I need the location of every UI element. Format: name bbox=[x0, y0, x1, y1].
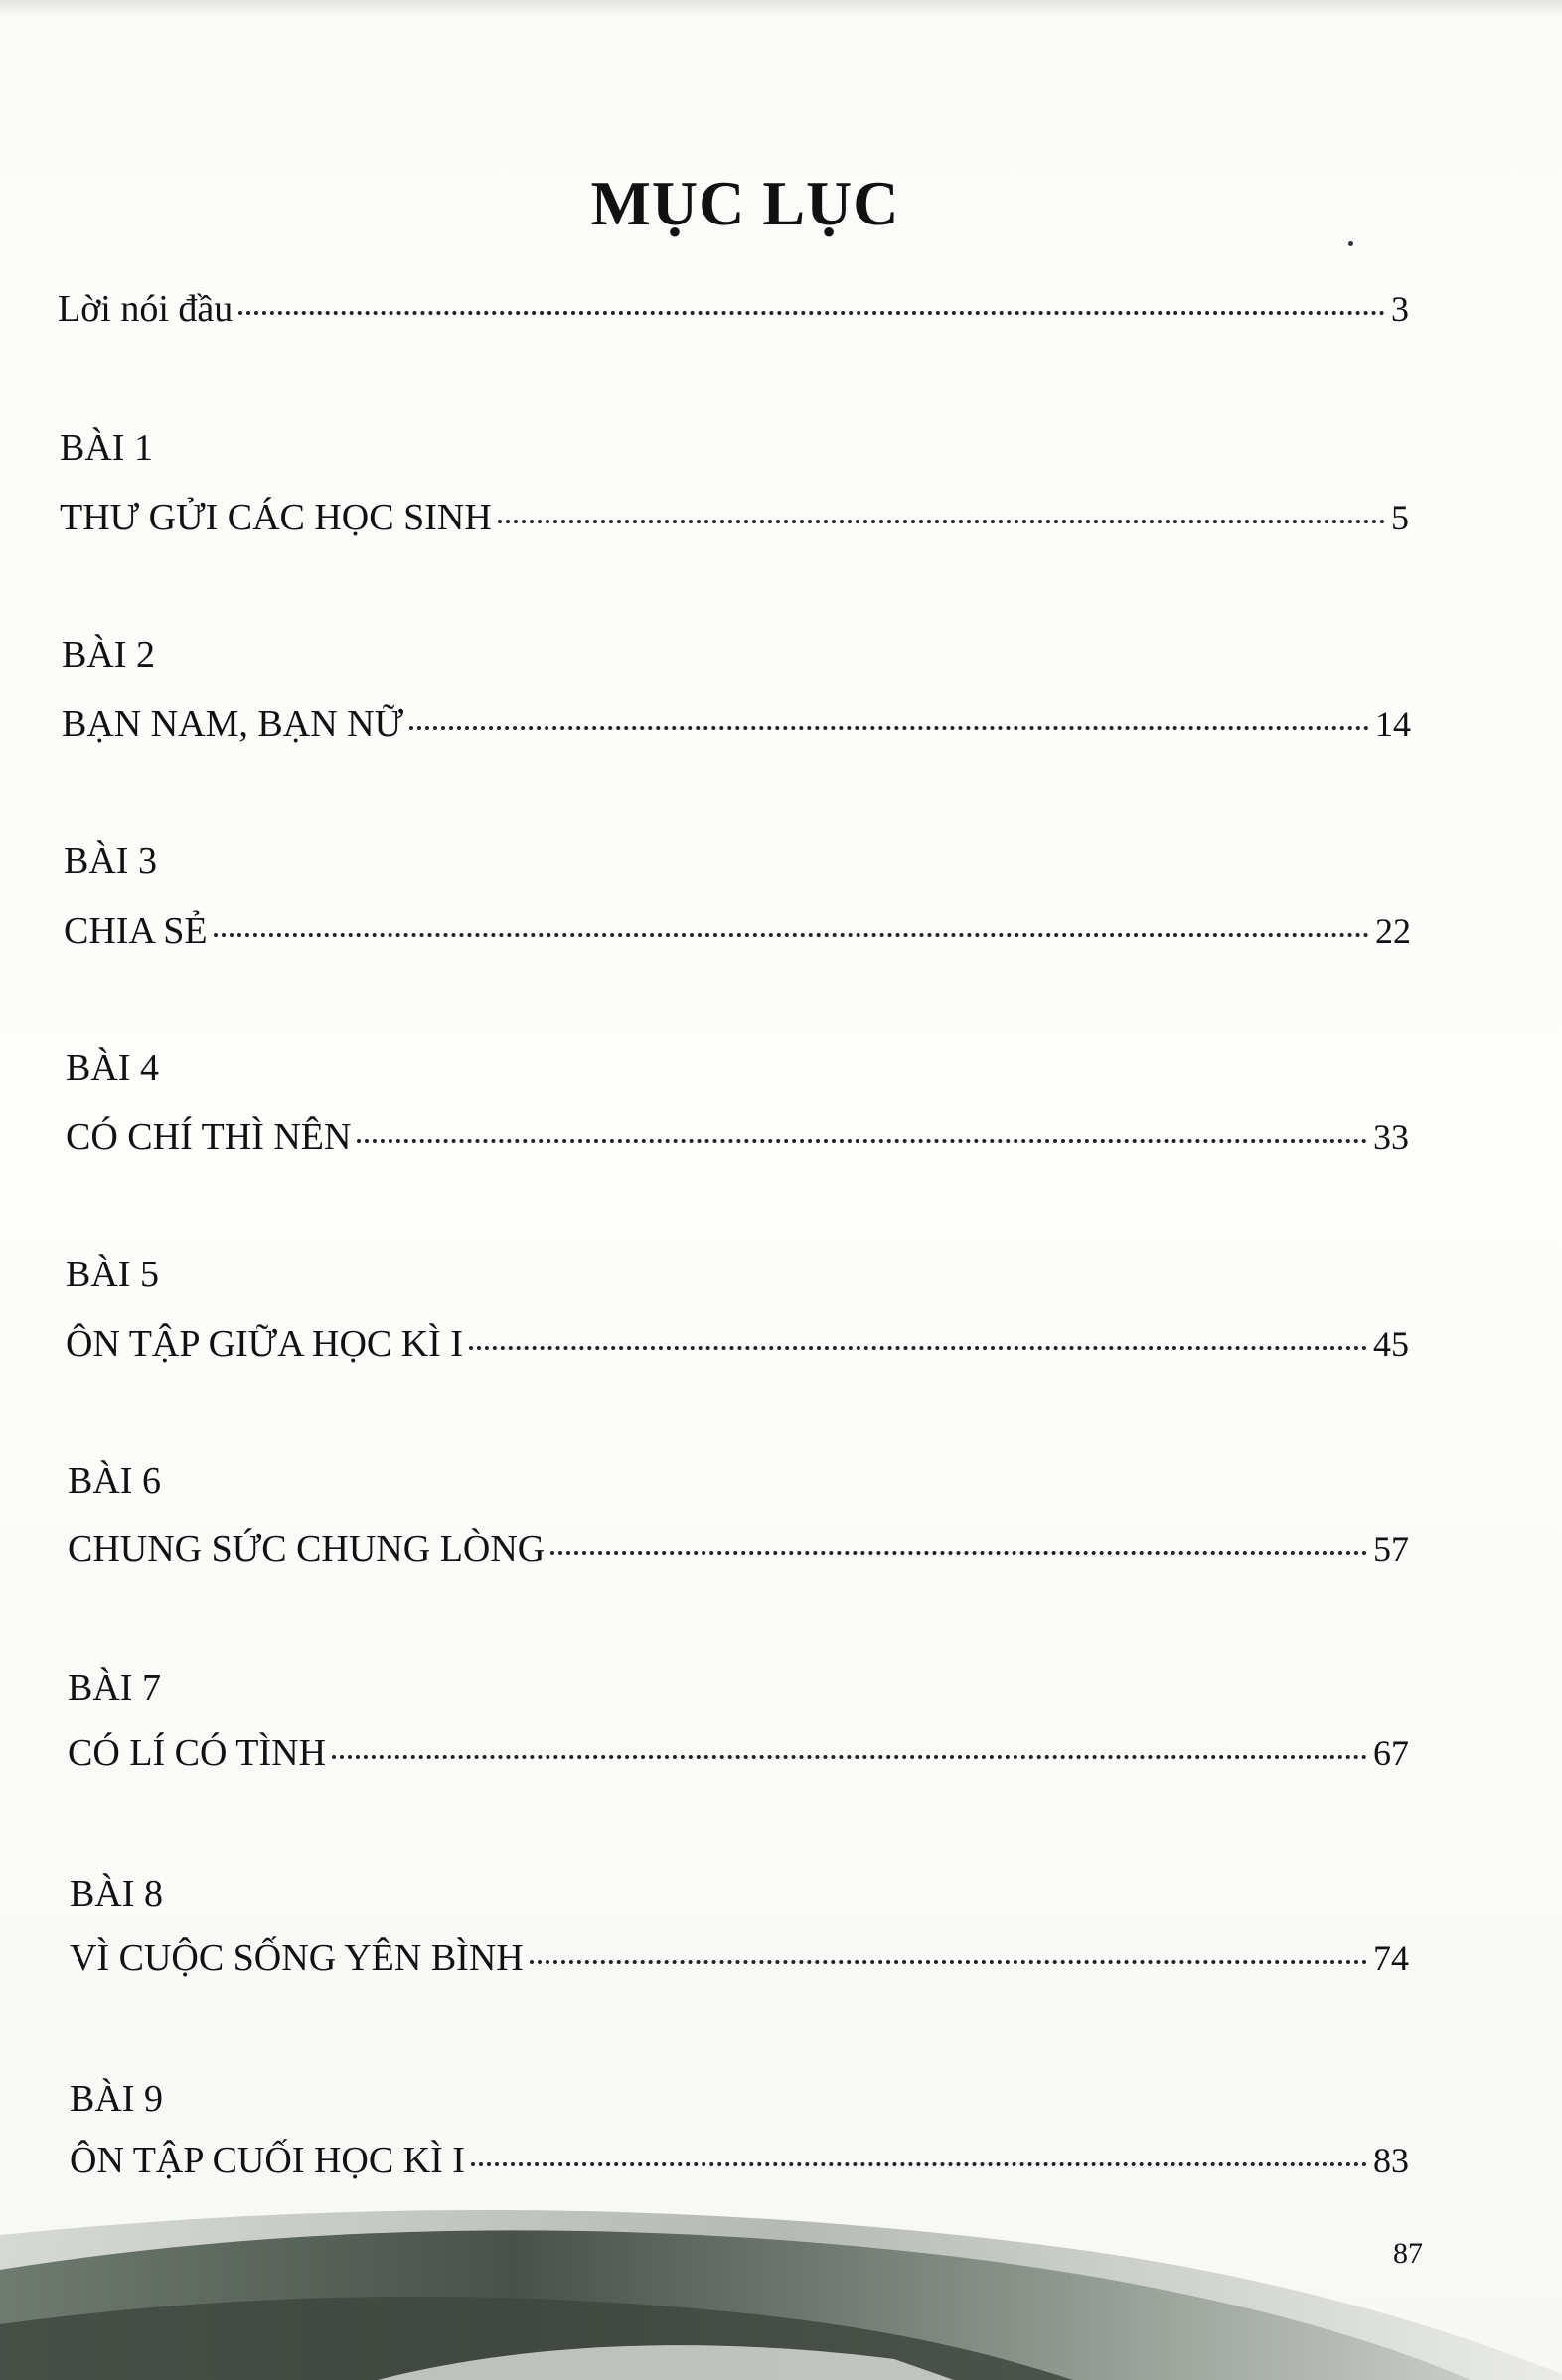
toc-entry-label: BẠN NAM, BẠN NỮ bbox=[62, 703, 404, 745]
lesson-number: BÀI 9 bbox=[70, 2078, 163, 2120]
toc-entry-page: 74 bbox=[1373, 1938, 1409, 1978]
toc-entry-lesson-5[interactable] bbox=[66, 1321, 1409, 1367]
page-top-shadow bbox=[0, 0, 1562, 18]
dot-leader bbox=[357, 1139, 1367, 1143]
toc-entry-page: 45 bbox=[1373, 1324, 1409, 1364]
toc-entry-label: THƯ GỬI CÁC HỌC SINH bbox=[60, 497, 492, 538]
toc-entry-label: CÓ LÍ CÓ TÌNH bbox=[68, 1732, 327, 1774]
toc-entry-lesson-8[interactable] bbox=[70, 1935, 1409, 1981]
page-title: MỤC LỤC bbox=[590, 168, 900, 238]
toc-entry-label: CHUNG SỨC CHUNG LÒNG bbox=[68, 1528, 546, 1569]
toc-entry-lesson-6[interactable] bbox=[68, 1526, 1409, 1571]
toc-entry-label: CHIA SẺ bbox=[64, 910, 208, 952]
ink-speck bbox=[1348, 241, 1353, 246]
bleed-through-text bbox=[328, 338, 1322, 381]
dot-leader bbox=[471, 2162, 1367, 2166]
lesson-number: BÀI 4 bbox=[66, 1047, 159, 1089]
dot-leader bbox=[498, 520, 1385, 523]
toc-entry-lesson-4[interactable] bbox=[66, 1115, 1409, 1160]
toc-entry-label: VÌ CUỘC SỐNG YÊN BÌNH bbox=[70, 1937, 524, 1979]
dot-leader bbox=[214, 933, 1369, 937]
lesson-number: BÀI 2 bbox=[62, 634, 155, 675]
toc-entry-intro[interactable] bbox=[58, 286, 1409, 332]
decorative-swoosh bbox=[0, 2175, 1562, 2380]
toc-entry-page: 3 bbox=[1391, 289, 1409, 329]
dot-leader bbox=[530, 1960, 1367, 1964]
toc-entry-lesson-7[interactable] bbox=[68, 1730, 1409, 1776]
toc-entry-lesson-2[interactable] bbox=[62, 701, 1411, 747]
toc-entry-page: 5 bbox=[1391, 498, 1409, 537]
toc-entry-lesson-3[interactable] bbox=[64, 908, 1411, 954]
toc-entry-page: 67 bbox=[1373, 1733, 1409, 1773]
toc-entry-page: 57 bbox=[1373, 1529, 1409, 1568]
toc-entry-label: Lời nói đầu bbox=[58, 288, 234, 330]
toc-entry-lesson-1[interactable] bbox=[60, 495, 1409, 540]
lesson-number: BÀI 1 bbox=[60, 427, 153, 469]
lesson-number: BÀI 7 bbox=[68, 1667, 161, 1709]
lesson-number: BÀI 6 bbox=[68, 1460, 161, 1502]
toc-entry-page: 33 bbox=[1373, 1117, 1409, 1157]
toc-entry-label: ÔN TẬP GIỮA HỌC KÌ I bbox=[66, 1323, 463, 1365]
page-number: 87 bbox=[1393, 2237, 1423, 2270]
dot-leader bbox=[550, 1551, 1367, 1555]
toc-entry-label: CÓ CHÍ THÌ NÊN bbox=[66, 1116, 352, 1158]
toc-entry-label: ÔN TẬP CUỐI HỌC KÌ I bbox=[70, 2140, 465, 2181]
lesson-number: BÀI 8 bbox=[70, 1873, 163, 1915]
dot-leader bbox=[238, 311, 1385, 315]
lesson-number: BÀI 3 bbox=[64, 840, 157, 882]
lesson-number: BÀI 5 bbox=[66, 1254, 159, 1295]
dot-leader bbox=[332, 1755, 1367, 1759]
dot-leader bbox=[469, 1346, 1367, 1350]
dot-leader bbox=[409, 726, 1369, 730]
toc-entry-page: 83 bbox=[1373, 2141, 1409, 2180]
toc-entry-page: 14 bbox=[1375, 704, 1411, 744]
toc-entry-page: 22 bbox=[1375, 911, 1411, 951]
